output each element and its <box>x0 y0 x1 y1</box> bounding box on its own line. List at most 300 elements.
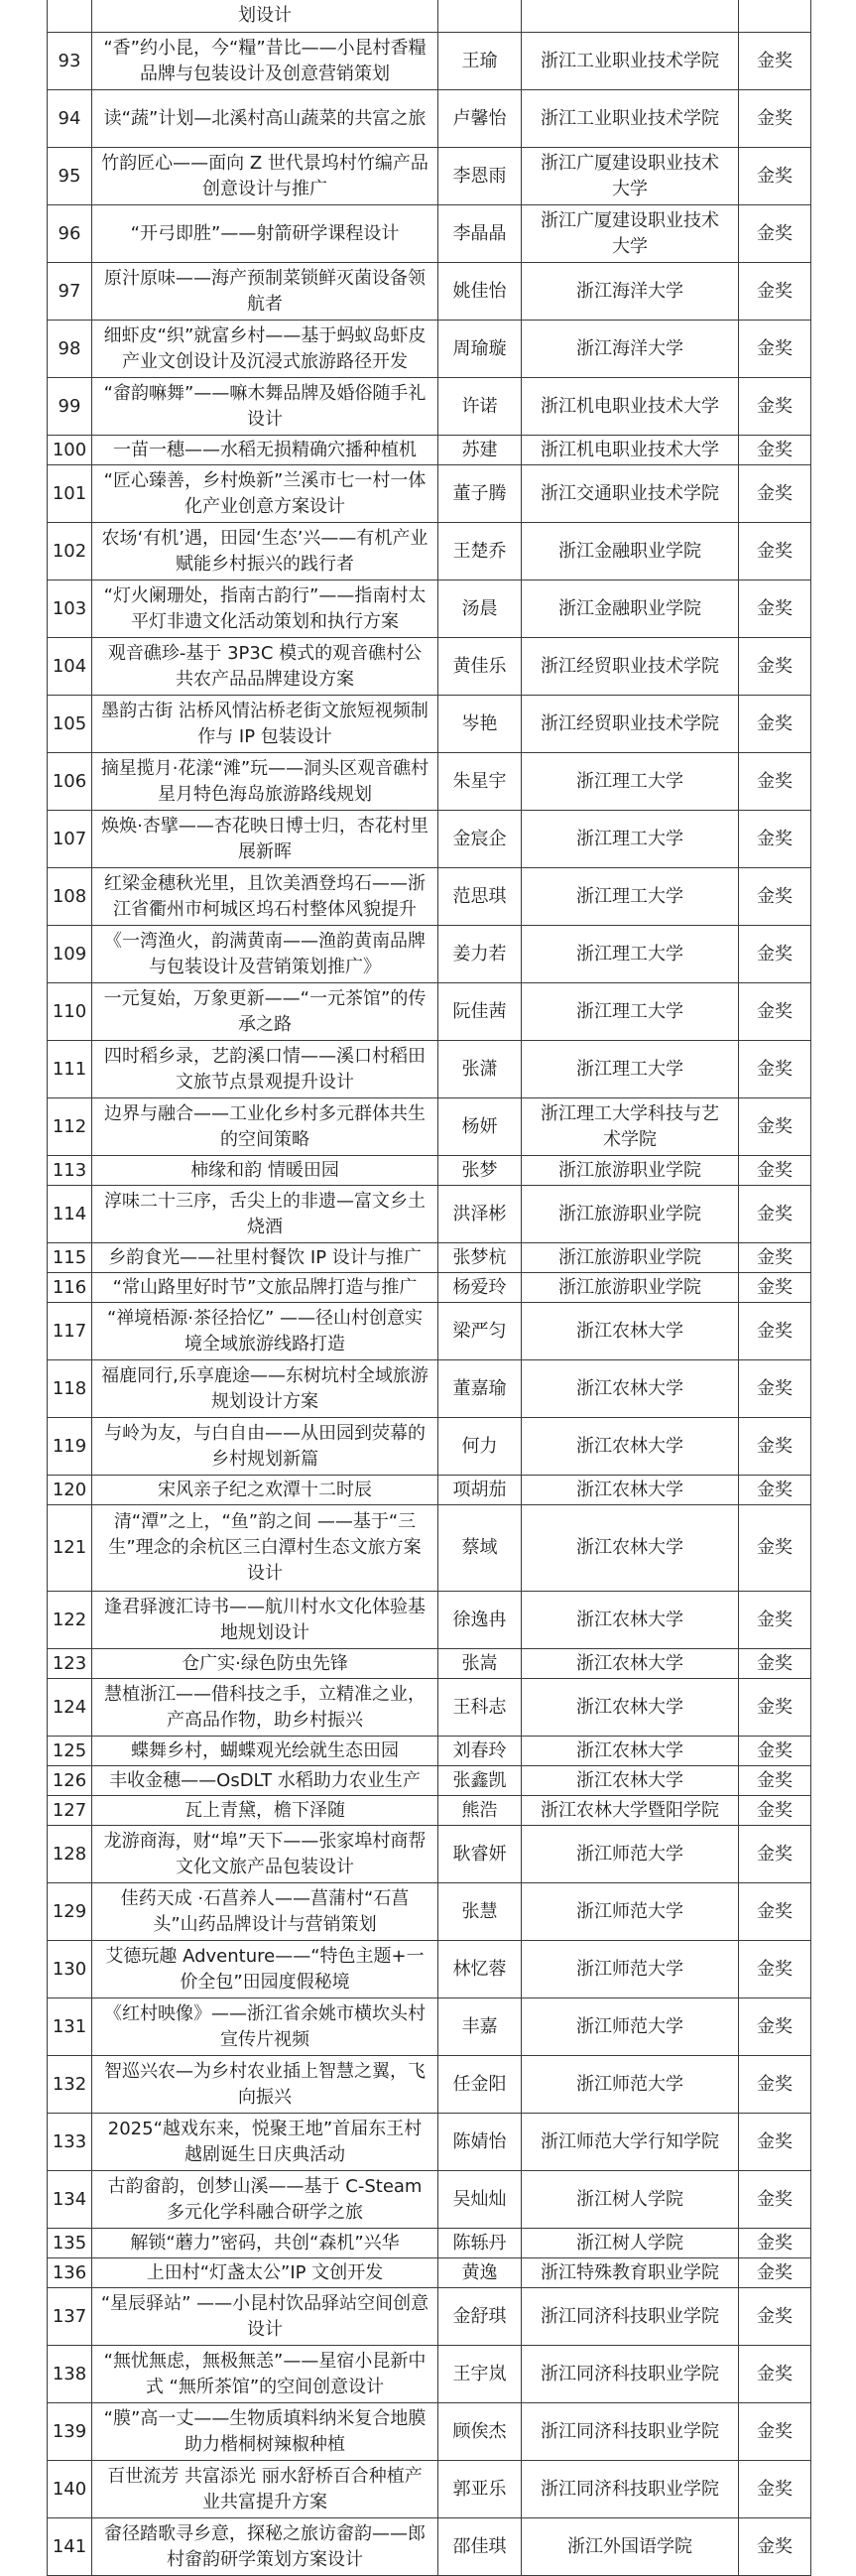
cell-name <box>438 1592 522 1648</box>
cell-title <box>92 1418 438 1475</box>
cell-award-text: 金奖 <box>757 1479 793 1500</box>
cell-title-text: 红梁金穗秋光里，且饮美酒登坞石——浙江省衢州市柯城区坞石村整体风貌提升 <box>104 872 426 920</box>
cell-name-text: 张慧 <box>461 1900 498 1922</box>
cell-name <box>438 1243 522 1272</box>
table-row <box>47 1098 811 1156</box>
cell-name-text: 金舒琪 <box>452 2305 507 2327</box>
award-table <box>47 0 811 2576</box>
cell-number-text: 124 <box>52 1696 87 1718</box>
table-row <box>47 811 811 868</box>
cell-name <box>438 1273 522 1302</box>
cell-school <box>522 2056 739 2113</box>
cell-name-text: 黄佳乐 <box>452 655 507 677</box>
table-row <box>47 1941 811 1998</box>
table-row <box>47 2229 811 2258</box>
table-row <box>47 638 811 696</box>
cell-title <box>92 2346 438 2402</box>
cell-school <box>522 1737 739 1765</box>
table-row <box>47 580 811 638</box>
cell-school-text: 浙江师范大学行知学院 <box>541 2130 719 2152</box>
cell-award-text: 金奖 <box>757 107 793 129</box>
cell-school <box>522 1098 739 1155</box>
cell-school-text: 浙江农林大学 <box>576 1609 683 1630</box>
cell-number <box>47 2258 92 2287</box>
cell-name <box>438 1418 522 1475</box>
cell-number-text: 125 <box>52 1739 87 1761</box>
cell-number-text: 127 <box>52 1799 87 1821</box>
cell-title <box>92 1679 438 1736</box>
cell-school <box>522 436 739 464</box>
cell-school-text: 浙江旅游职业学院 <box>558 1203 701 1224</box>
table-row <box>47 90 811 148</box>
cell-name <box>438 2288 522 2345</box>
cell-school-text: 浙江树人学院 <box>576 2188 683 2210</box>
cell-title-text: 龙游商海，财“埠”天下——张家埠村商帮文化文旅产品包装设计 <box>103 1830 427 1877</box>
cell-name-text: 阮佳茜 <box>452 1000 507 1022</box>
cell-name-text: 姜力若 <box>452 943 507 965</box>
cell-name-text: 郭亚乐 <box>452 2478 507 2500</box>
cell-school <box>522 2114 739 2170</box>
cell-name-text: 范思琪 <box>452 885 507 907</box>
cell-title-text: 与岭为友，与白自由——从田园到荧幕的乡村规划新篇 <box>104 1422 426 1470</box>
table-row <box>47 321 811 378</box>
cell-title <box>92 148 438 204</box>
cell-number-text: 123 <box>52 1652 87 1674</box>
cell-name-text: 汤晨 <box>461 597 498 619</box>
cell-number <box>47 465 92 522</box>
cell-award-text: 金奖 <box>757 1000 793 1022</box>
cell-title <box>92 868 438 925</box>
cell-award-text: 金奖 <box>757 439 793 460</box>
cell-school <box>522 2461 739 2517</box>
cell-title <box>92 2518 438 2575</box>
cell-number-text: 96 <box>58 222 81 244</box>
cell-name <box>438 2056 522 2113</box>
cell-name-text: 王瑜 <box>461 50 498 71</box>
cell-award <box>739 1998 811 2055</box>
cell-number <box>47 1156 92 1185</box>
cell-award-text: 金奖 <box>757 165 793 187</box>
cell-title-text: “膜”高一丈——生物质填料纳米复合地膜助力楷桐树辣椒种植 <box>103 2407 427 2455</box>
cell-school <box>522 33 739 89</box>
cell-school-text: 浙江工业职业技术学院 <box>541 107 719 129</box>
table-row <box>47 436 811 465</box>
cell-title-text: 清“潭”之上，“鱼”韵之间 ——基于“三生”理念的余杭区三白潭村生态文旅方案设计 <box>108 1511 422 1584</box>
cell-award <box>739 321 811 377</box>
cell-award <box>739 1649 811 1678</box>
cell-award <box>739 2056 811 2113</box>
cell-school <box>522 1476 739 1504</box>
cell-title <box>92 983 438 1040</box>
cell-award <box>739 1592 811 1648</box>
table-row <box>47 33 811 90</box>
cell-school <box>522 1998 739 2055</box>
table-row <box>47 1303 811 1360</box>
cell-award <box>739 1186 811 1242</box>
table-row <box>47 1883 811 1941</box>
cell-number <box>47 2518 92 2575</box>
cell-award-text: 金奖 <box>757 1246 793 1268</box>
cell-title <box>92 1156 438 1185</box>
cell-school-text: 浙江同济科技职业学院 <box>541 2363 719 2384</box>
cell-award-text: 金奖 <box>757 712 793 734</box>
cell-number <box>47 1998 92 2055</box>
cell-number-text: 93 <box>58 50 81 71</box>
cell-name <box>438 148 522 204</box>
cell-title <box>92 1766 438 1795</box>
cell-award <box>739 2114 811 2170</box>
cell-name-text: 邵佳琪 <box>452 2535 507 2557</box>
cell-name <box>438 753 522 810</box>
cell-award-text: 金奖 <box>757 1652 793 1674</box>
cell-title <box>92 1273 438 1302</box>
cell-school-text: 浙江理工大学科技与艺术学院 <box>541 1102 719 1150</box>
cell-title <box>92 1998 438 2055</box>
cell-number <box>47 0 92 32</box>
cell-number-text: 105 <box>52 712 87 734</box>
cell-name-text: 董嘉瑜 <box>452 1377 507 1399</box>
cell-name <box>438 580 522 637</box>
cell-school <box>522 638 739 695</box>
cell-name-text: 刘春玲 <box>452 1739 507 1761</box>
cell-title-text: 原汁原味——海产预制菜锁鲜灭菌设备领航者 <box>104 267 426 315</box>
cell-school <box>522 148 739 204</box>
cell-award <box>739 868 811 925</box>
cell-number <box>47 2461 92 2517</box>
cell-award <box>739 33 811 89</box>
cell-name <box>438 2114 522 2170</box>
cell-title-text: 艾德玩趣 Adventure——“特色主题+一价全包”田园度假秘境 <box>105 1945 425 1993</box>
cell-school-text: 浙江农林大学 <box>576 1377 683 1399</box>
table-row <box>47 1476 811 1505</box>
cell-title-text: 慧植浙江——借科技之手，立精准之业，产高品作物，助乡村振兴 <box>104 1683 426 1731</box>
cell-school-text: 浙江农林大学 <box>576 1537 683 1558</box>
cell-school <box>522 1303 739 1359</box>
table-row <box>47 753 811 811</box>
cell-number <box>47 2346 92 2402</box>
cell-number <box>47 1041 92 1097</box>
table-row <box>47 2258 811 2288</box>
cell-award <box>739 205 811 262</box>
cell-title <box>92 378 438 435</box>
cell-title <box>92 638 438 695</box>
cell-title-text: 蝶舞乡村，蝴蝶观光绘就生态田园 <box>131 1739 399 1761</box>
cell-title-text: 仓广实·绿色防虫先锋 <box>182 1652 348 1674</box>
cell-number-text: 103 <box>52 597 87 619</box>
cell-name <box>438 811 522 867</box>
cell-award <box>739 2403 811 2460</box>
cell-title-text: 百世流芳 共富添光 丽水舒桥百合种植产业共富提升方案 <box>107 2465 423 2512</box>
cell-school-text: 浙江机电职业技术大学 <box>541 439 719 460</box>
cell-number-text: 107 <box>52 828 87 849</box>
cell-number-text: 104 <box>52 655 87 677</box>
cell-award <box>739 2346 811 2402</box>
cell-school-text: 浙江树人学院 <box>576 2232 683 2254</box>
cell-award <box>739 1796 811 1825</box>
table-row <box>47 1796 811 1826</box>
cell-number-text: 94 <box>58 107 81 129</box>
cell-award-text: 金奖 <box>757 2073 793 2095</box>
cell-title <box>92 1243 438 1272</box>
cell-award <box>739 638 811 695</box>
cell-title-text: 佳药天成 ·石菖养人——菖蒲村“石菖头”山药品牌设计与营销策划 <box>120 1887 410 1935</box>
cell-school-text: 浙江农林大学 <box>576 1435 683 1457</box>
cell-title <box>92 811 438 867</box>
cell-number-text: 117 <box>52 1320 87 1342</box>
cell-school <box>522 378 739 435</box>
cell-award-text: 金奖 <box>757 655 793 677</box>
cell-title <box>92 2258 438 2287</box>
cell-school <box>522 1360 739 1417</box>
cell-award-text: 金奖 <box>757 1900 793 1922</box>
cell-school-text: 浙江工业职业技术学院 <box>541 50 719 71</box>
cell-name <box>438 1737 522 1765</box>
cell-title-text: 一苗一穗——水稻无损精确穴播种植机 <box>113 439 417 460</box>
cell-award <box>739 1766 811 1795</box>
cell-award <box>739 1679 811 1736</box>
cell-number <box>47 1273 92 1302</box>
cell-name <box>438 0 522 32</box>
cell-award-text: 金奖 <box>757 1537 793 1558</box>
cell-award-text: 金奖 <box>757 1609 793 1630</box>
cell-title <box>92 1883 438 1940</box>
cell-school <box>522 205 739 262</box>
cell-name <box>438 378 522 435</box>
cell-award-text: 金奖 <box>757 1320 793 1342</box>
cell-number <box>47 1476 92 1504</box>
cell-award-text: 金奖 <box>757 540 793 562</box>
cell-name <box>438 2403 522 2460</box>
cell-award <box>739 1418 811 1475</box>
cell-school <box>522 321 739 377</box>
cell-school-text: 浙江旅游职业学院 <box>558 1246 701 1268</box>
cell-name-text: 任金阳 <box>452 2073 507 2095</box>
cell-name <box>438 321 522 377</box>
cell-title <box>92 1796 438 1825</box>
cell-school <box>522 1649 739 1678</box>
cell-number-text: 116 <box>52 1276 87 1298</box>
cell-title <box>92 1186 438 1242</box>
cell-award-text: 金奖 <box>757 1435 793 1457</box>
cell-school-text: 浙江师范大学 <box>576 1958 683 1980</box>
cell-award-text: 金奖 <box>757 1769 793 1791</box>
cell-title <box>92 753 438 810</box>
table-row <box>47 1649 811 1679</box>
cell-title <box>92 2229 438 2257</box>
cell-title <box>92 1360 438 1417</box>
cell-name-text: 徐逸冉 <box>452 1609 507 1630</box>
cell-school <box>522 1041 739 1097</box>
cell-title-text: 竹韵匠心——面向 Z 世代景坞村竹编产品创意设计与推广 <box>101 152 428 199</box>
cell-title-text: 畲径踏歌寻乡意，探秘之旅访畲韵——郎村畲韵研学策划方案设计 <box>104 2522 426 2570</box>
cell-number <box>47 1679 92 1736</box>
cell-number <box>47 926 92 982</box>
cell-school-text: 浙江经贸职业技术学院 <box>541 712 719 734</box>
cell-number <box>47 2056 92 2113</box>
cell-title <box>92 1476 438 1504</box>
cell-award <box>739 1883 811 1940</box>
cell-number-text: 97 <box>58 280 81 302</box>
cell-award-text: 金奖 <box>757 1799 793 1821</box>
cell-name <box>438 2518 522 2575</box>
cell-name-text: 项胡茄 <box>452 1479 507 1500</box>
table-row <box>47 2518 811 2576</box>
cell-name <box>438 1649 522 1678</box>
cell-school-text: 浙江金融职业学院 <box>558 597 701 619</box>
cell-school-text: 浙江农林大学暨阳学院 <box>541 1799 719 1821</box>
cell-number <box>47 1941 92 1997</box>
cell-award-text: 金奖 <box>757 2232 793 2254</box>
table-row <box>47 1186 811 1243</box>
cell-school <box>522 1941 739 1997</box>
cell-award <box>739 1041 811 1097</box>
cell-school <box>522 465 739 522</box>
cell-award-text: 金奖 <box>757 2478 793 2500</box>
cell-title-text: 摘星揽月·花漾“滩”玩——洞头区观音礁村星月特色海岛旅游路线规划 <box>100 757 429 805</box>
cell-title <box>92 1737 438 1765</box>
cell-school <box>522 2258 739 2287</box>
cell-number-text: 139 <box>52 2420 87 2442</box>
cell-title-text: 读“蔬”计划—北溪村高山蔬菜的共富之旅 <box>103 107 427 129</box>
cell-school <box>522 523 739 580</box>
cell-title <box>92 2288 438 2345</box>
cell-number-text: 131 <box>52 2015 87 2037</box>
table-row <box>47 983 811 1041</box>
cell-title <box>92 2056 438 2113</box>
cell-name <box>438 1476 522 1504</box>
cell-school <box>522 2346 739 2402</box>
cell-title-text: 2025“越戏东来，悦聚王地”首届东王村越剧诞生日庆典活动 <box>107 2118 423 2165</box>
cell-school-text: 浙江农林大学 <box>576 1652 683 1674</box>
cell-number <box>47 2403 92 2460</box>
cell-name-text: 卢馨怡 <box>452 107 507 129</box>
cell-school-text: 浙江经贸职业技术学院 <box>541 655 719 677</box>
cell-name <box>438 1186 522 1242</box>
cell-name <box>438 436 522 464</box>
cell-name-text: 董子腾 <box>452 482 507 504</box>
cell-school-text: 浙江同济科技职业学院 <box>541 2478 719 2500</box>
cell-title-text: “灯火阑珊处，指南古韵行”——指南村太平灯非遗文化活动策划和执行方案 <box>103 584 427 632</box>
cell-award <box>739 1737 811 1765</box>
cell-title-text: 边界与融合——工业化乡村多元群体共生的空间策略 <box>104 1102 426 1150</box>
cell-name-text: 熊浩 <box>461 1799 498 1821</box>
cell-school-text: 浙江理工大学 <box>576 885 683 907</box>
table-row <box>47 1360 811 1418</box>
cell-title-text: 四时稻乡录，艺韵溪口情——溪口村稻田文旅节点景观提升设计 <box>104 1045 426 1093</box>
cell-title-text: 《一湾渔火，韵满黄南——渔韵黄南品牌与包装设计及营销策划推广》 <box>104 930 426 977</box>
cell-title-text: 墨韵古街 沾桥风情沾桥老街文旅短视频制作与 IP 包装设计 <box>101 700 428 747</box>
cell-number-text: 98 <box>58 337 81 359</box>
cell-school <box>522 1156 739 1185</box>
cell-number-text: 106 <box>52 770 87 792</box>
cell-school <box>522 580 739 637</box>
cell-school-text: 浙江理工大学 <box>576 770 683 792</box>
cell-school <box>522 2229 739 2257</box>
cell-award <box>739 753 811 810</box>
cell-number <box>47 811 92 867</box>
cell-award <box>739 1505 811 1591</box>
cell-school-text: 浙江师范大学 <box>576 2015 683 2037</box>
cell-school <box>522 1273 739 1302</box>
table-row <box>47 1505 811 1592</box>
cell-school-text: 浙江旅游职业学院 <box>558 1159 701 1181</box>
cell-name-text: 洪泽彬 <box>452 1203 507 1224</box>
cell-name <box>438 983 522 1040</box>
cell-title <box>92 263 438 320</box>
cell-name-text: 陈婧怡 <box>452 2130 507 2152</box>
cell-name <box>438 2258 522 2287</box>
cell-award <box>739 1156 811 1185</box>
cell-name-text: 张嵩 <box>461 1652 498 1674</box>
cell-number <box>47 638 92 695</box>
cell-number <box>47 983 92 1040</box>
cell-title-text: 柿缘和韵 情暖田园 <box>190 1159 339 1181</box>
cell-name <box>438 2461 522 2517</box>
cell-name-text: 梁严匀 <box>452 1320 507 1342</box>
cell-title-text: 福鹿同行,乐享鹿途——东树坑村全域旅游规划设计方案 <box>101 1364 428 1412</box>
cell-name <box>438 1766 522 1795</box>
cell-award <box>739 465 811 522</box>
cell-name <box>438 868 522 925</box>
cell-number <box>47 753 92 810</box>
cell-name <box>438 1679 522 1736</box>
table-row-continued <box>47 0 811 33</box>
cell-school <box>522 263 739 320</box>
cell-title <box>92 90 438 147</box>
cell-name-text: 蔡域 <box>461 1537 498 1558</box>
table-row <box>47 1679 811 1737</box>
cell-title-text: 细虾皮“织”就富乡村——基于蚂蚁岛虾皮产业文创设计及沉浸式旅游路径开发 <box>103 324 427 372</box>
cell-title-text: 乡韵食光——社里村餐饮 IP 设计与推广 <box>108 1246 422 1268</box>
cell-award <box>739 1098 811 1155</box>
cell-number <box>47 1186 92 1242</box>
cell-name-text: 黄逸 <box>461 2261 498 2283</box>
cell-name-text: 张鑫凯 <box>452 1769 507 1791</box>
cell-school <box>522 1505 739 1591</box>
cell-name <box>438 926 522 982</box>
table-body <box>47 33 811 2576</box>
cell-title-text: “开弓即胜”——射箭研学课程设计 <box>130 222 400 244</box>
table-row <box>47 1826 811 1883</box>
cell-award <box>739 2171 811 2228</box>
cell-school-text: 浙江广厦建设职业技术大学 <box>541 209 719 257</box>
cell-number-text: 135 <box>52 2232 87 2254</box>
cell-title <box>92 2114 438 2170</box>
cell-award <box>739 696 811 752</box>
cell-number-text: 140 <box>52 2478 87 2500</box>
cell-award-text: 金奖 <box>757 943 793 965</box>
cell-number <box>47 2171 92 2228</box>
cell-title <box>92 0 438 32</box>
cell-award-text: 金奖 <box>757 885 793 907</box>
table-row <box>47 2461 811 2518</box>
cell-school <box>522 753 739 810</box>
cell-award <box>739 263 811 320</box>
table-row <box>47 1998 811 2056</box>
cell-name <box>438 2171 522 2228</box>
cell-title-text: 宋风亲子纪之欢潭十二时辰 <box>158 1479 372 1500</box>
cell-number <box>47 523 92 580</box>
cell-name-text: 何力 <box>461 1435 498 1457</box>
cell-title <box>92 1592 438 1648</box>
cell-school-text: 浙江农林大学 <box>576 1479 683 1500</box>
cell-award <box>739 1360 811 1417</box>
cell-title <box>92 1505 438 1591</box>
cell-school <box>522 2403 739 2460</box>
cell-award-text: 金奖 <box>757 2015 793 2037</box>
cell-title <box>92 1098 438 1155</box>
cell-name-text: 顾俟杰 <box>452 2420 507 2442</box>
